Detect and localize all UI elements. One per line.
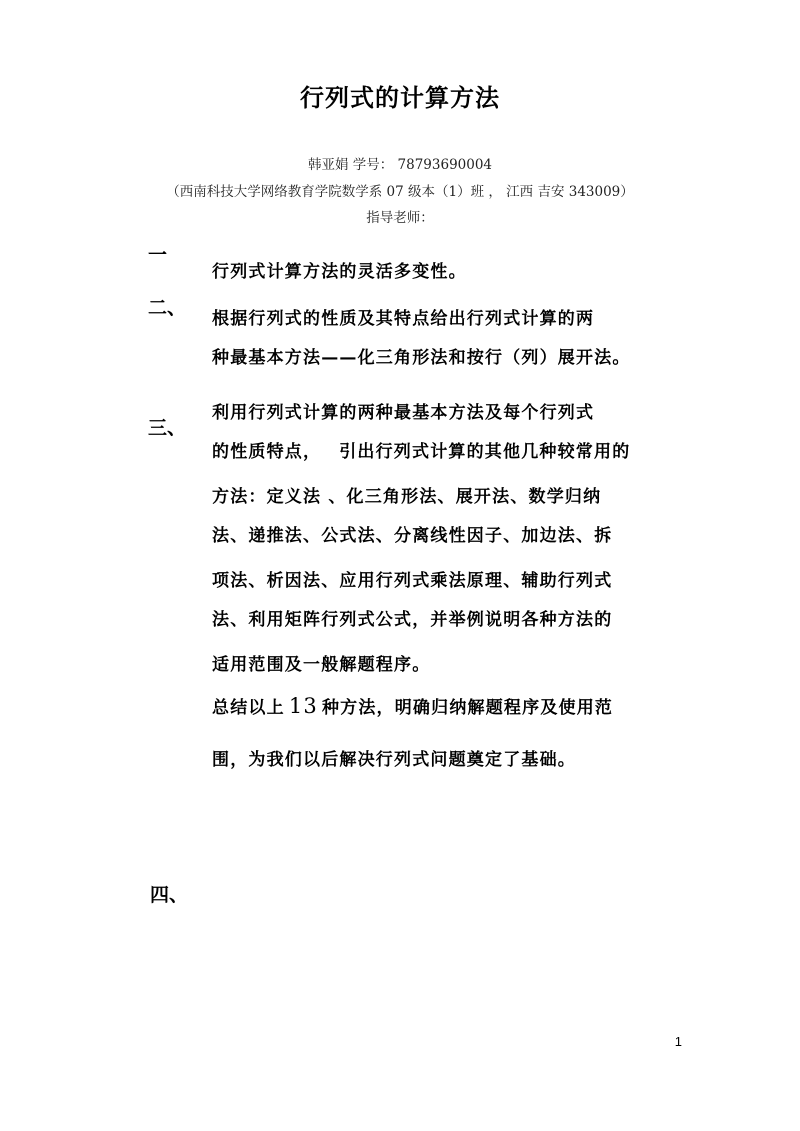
section-3-line-6: 法、利用矩阵行列式公式，并举例说明各种方法的 — [212, 610, 613, 630]
affiliation-line: （西南科技大学网络教育学院数学系 07 级本（1）班 ， 江西 吉安 343009） — [166, 184, 634, 200]
summary-prefix: 总结以上 — [212, 698, 285, 718]
section-1-line-1: 行列式计算方法的灵活多变性。 — [212, 262, 467, 282]
section-3-line-2 — [212, 437, 630, 462]
section-2-line-1: 根据行列式的性质及其特点给出行列式计算的两 — [212, 309, 595, 329]
page-number: 1 — [674, 1034, 682, 1049]
section-3-line-7: 适用范围及一般解题程序。 — [212, 655, 431, 675]
section-1-marker: 一 — [148, 244, 168, 266]
section-3-marker: 三、 — [148, 417, 187, 439]
section-3-line-5: 项法、析因法、应用行列式乘法原理、辅助行列式 — [212, 571, 613, 591]
author-line: 韩亚娟 学号： 78793690004 — [307, 157, 493, 173]
advisor-line: 指导老师： — [366, 210, 434, 226]
summary-line-1 — [212, 693, 613, 718]
section-3-line-4: 法、递推法、公式法、分离线性因子、加边法、拆 — [212, 526, 613, 546]
summary-line-2: 围，为我们以后解决行列式问题奠定了基础。 — [212, 750, 576, 770]
section-4-marker: 四、 — [150, 884, 189, 906]
section-3-line-1: 利用行列式计算的两种最基本方法及每个行列式 — [212, 403, 595, 423]
section-3-line-3: 方法：定义法 、化三角形法、展开法、数学归纳 — [212, 487, 602, 507]
summary-number: 13 — [288, 694, 318, 718]
section-3-line-2-part-1: 的性质特点， — [212, 442, 322, 462]
section-2-marker: 二、 — [148, 297, 187, 319]
document-title: 行列式的计算方法 — [300, 84, 500, 112]
section-3-line-2-part-2: 引出行列式计算的其他几种较常用的 — [339, 442, 631, 462]
section-2-line-2: 种最基本方法——化三角形法和按行（列）展开法。 — [212, 348, 631, 368]
summary-suffix: 种方法，明确归纳解题程序及使用范 — [321, 698, 614, 718]
